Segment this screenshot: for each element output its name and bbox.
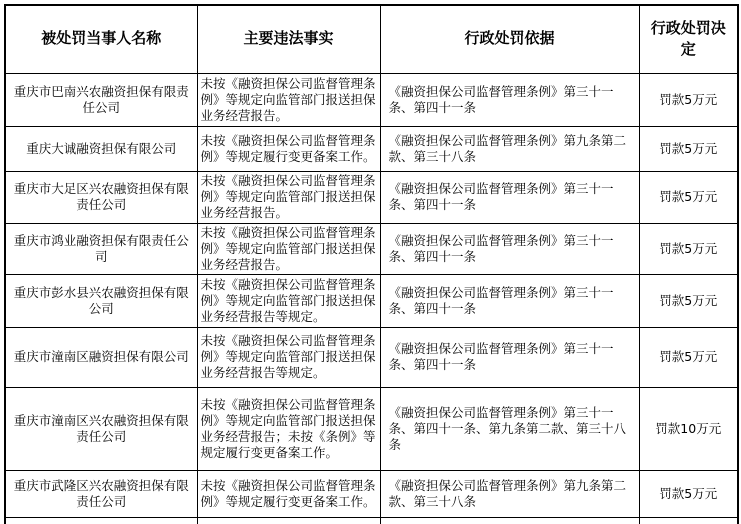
cell-party-name: 重庆市武隆区兴农融资担保有限责任公司	[5, 470, 197, 517]
table-row-partial	[5, 517, 738, 524]
cell-violation-facts: 未按《融资担保公司监督管理条例》等规定履行变更备案工作。	[197, 126, 380, 171]
cell-penalty-decision: 罚款5万元	[639, 171, 738, 223]
table-row	[5, 171, 738, 223]
table-row	[5, 223, 738, 274]
cell-penalty-basis: 《融资担保公司监督管理条例》第三十一条、第四十一条	[380, 274, 639, 327]
column-header-violation-facts: 主要违法事实	[197, 5, 380, 73]
cell-empty	[380, 517, 639, 524]
table-row	[5, 73, 738, 126]
cell-penalty-decision: 罚款5万元	[639, 327, 738, 387]
cell-penalty-basis: 《融资担保公司监督管理条例》第九条第二款、第三十八条	[380, 470, 639, 517]
cell-penalty-basis: 《融资担保公司监督管理条例》第三十一条、第四十一条	[380, 327, 639, 387]
cell-violation-facts: 未按《融资担保公司监督管理条例》等规定向监管部门报送担保业务经营报告。	[197, 171, 380, 223]
cell-penalty-basis: 《融资担保公司监督管理条例》第三十一条、第四十一条	[380, 171, 639, 223]
column-header-penalty-basis: 行政处罚依据	[380, 5, 639, 73]
cell-penalty-decision: 罚款5万元	[639, 470, 738, 517]
cell-violation-facts: 未按《融资担保公司监督管理条例》等规定向监管部门报送担保业务经营报告。	[197, 73, 380, 126]
cell-penalty-basis: 《融资担保公司监督管理条例》第三十一条、第四十一条、第九条第二款、第三十八条	[380, 387, 639, 470]
cell-penalty-decision: 罚款10万元	[639, 387, 738, 470]
table-row	[5, 327, 738, 387]
table-row	[5, 126, 738, 171]
cell-penalty-basis: 《融资担保公司监督管理条例》第三十一条、第四十一条	[380, 223, 639, 274]
cell-party-name: 重庆市彭水县兴农融资担保有限公司	[5, 274, 197, 327]
cell-penalty-decision: 罚款5万元	[639, 126, 738, 171]
header-row	[5, 5, 738, 73]
table-body	[5, 73, 738, 524]
cell-party-name: 重庆市大足区兴农融资担保有限责任公司	[5, 171, 197, 223]
cell-violation-facts: 未按《融资担保公司监督管理条例》等规定向监管部门报送担保业务经营报告等规定。	[197, 274, 380, 327]
cell-penalty-decision: 罚款5万元	[639, 73, 738, 126]
penalty-table	[4, 4, 739, 524]
cell-party-name: 重庆市鸿业融资担保有限责任公司	[5, 223, 197, 274]
cell-empty	[5, 517, 197, 524]
cell-violation-facts: 未按《融资担保公司监督管理条例》等规定向监管部门报送担保业务经营报告等规定。	[197, 327, 380, 387]
cell-penalty-basis: 《融资担保公司监督管理条例》第三十一条、第四十一条	[380, 73, 639, 126]
table-row	[5, 470, 738, 517]
cell-party-name: 重庆市潼南区融资担保有限公司	[5, 327, 197, 387]
cell-violation-facts: 未按《融资担保公司监督管理条例》等规定履行变更备案工作。	[197, 470, 380, 517]
table-row	[5, 387, 738, 470]
cell-party-name: 重庆市巴南兴农融资担保有限责任公司	[5, 73, 197, 126]
cell-party-name: 重庆大诚融资担保有限公司	[5, 126, 197, 171]
cell-party-name: 重庆市潼南区兴农融资担保有限责任公司	[5, 387, 197, 470]
cell-empty	[197, 517, 380, 524]
cell-empty	[639, 517, 738, 524]
cell-penalty-decision: 罚款5万元	[639, 274, 738, 327]
column-header-party-name: 被处罚当事人名称	[5, 5, 197, 73]
table-header	[5, 5, 738, 73]
cell-violation-facts: 未按《融资担保公司监督管理条例》等规定向监管部门报送担保业务经营报告；未按《条例》等规定履行变更备案工作。	[197, 387, 380, 470]
column-header-penalty-decision: 行政处罚决定	[639, 5, 738, 73]
cell-penalty-basis: 《融资担保公司监督管理条例》第九条第二款、第三十八条	[380, 126, 639, 171]
table-row	[5, 274, 738, 327]
cell-violation-facts: 未按《融资担保公司监督管理条例》等规定向监管部门报送担保业务经营报告。	[197, 223, 380, 274]
cell-penalty-decision: 罚款5万元	[639, 223, 738, 274]
